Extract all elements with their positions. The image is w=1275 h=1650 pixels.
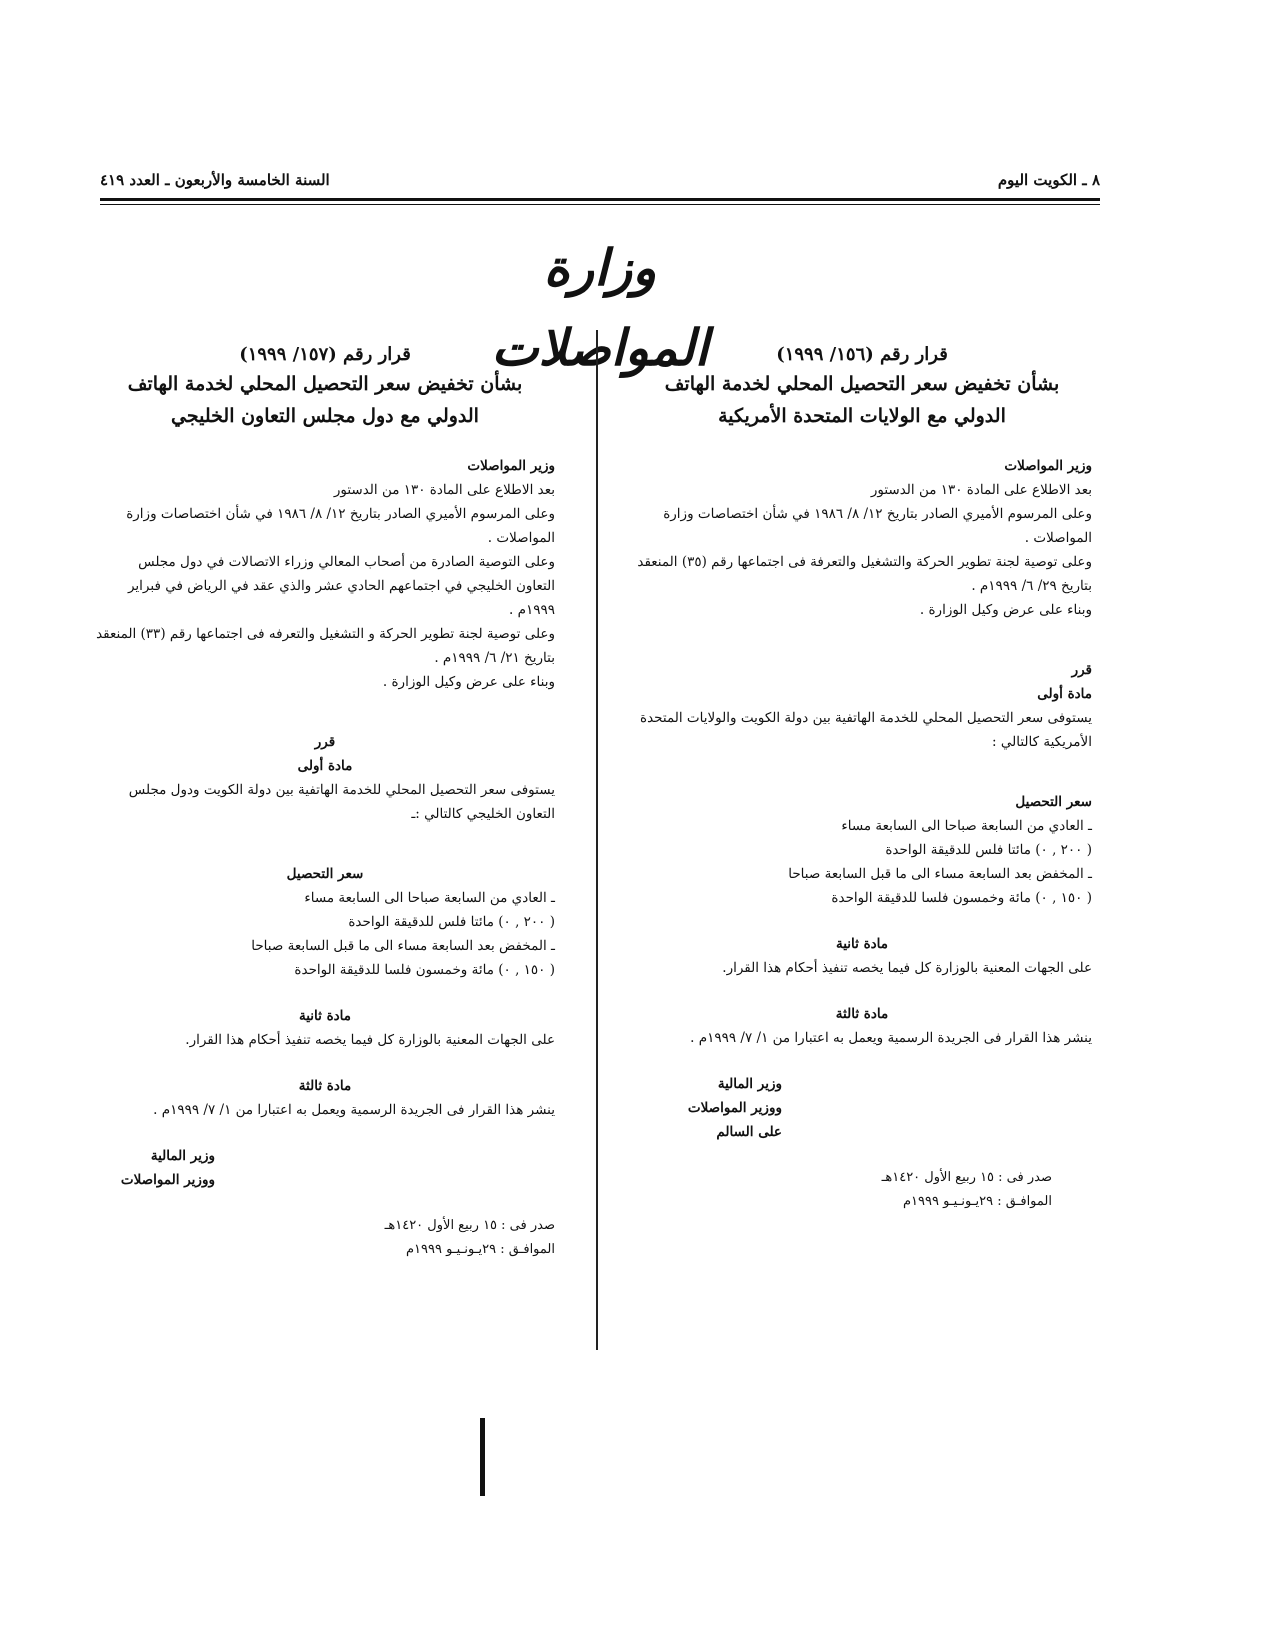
header-rule-thick	[100, 198, 1100, 201]
decided-label: قرر	[314, 734, 336, 750]
preamble-3: وعلى توصية لجنة تطوير الحركة والتشغيل والتعرفة فى اجتماعها رقم (٣٥) المنعقد بتاريخ ٢٩/ ٦/ ١٩٩٩م .	[637, 554, 1092, 594]
article-3-heading: مادة ثالثة	[835, 1006, 889, 1022]
column-divider	[596, 330, 598, 1350]
page-label: ٨ ـ الكويت اليوم	[997, 171, 1100, 189]
decision-subject-line-2: الدولي مع الولايات المتحدة الأمريكية	[718, 405, 1006, 427]
signatory-name: على السالم	[716, 1124, 782, 1140]
decision-subject-line-2: الدولي مع دول مجلس التعاون الخليجي	[171, 405, 479, 427]
rate-normal-value: ( ٢٠٠ , ٠) مائتا فلس للدقيقة الواحدة	[885, 842, 1092, 858]
article-3-heading: مادة ثالثة	[298, 1078, 352, 1094]
decision-subject-line-1: بشأن تخفيض سعر التحصيل المحلي لخدمة الهاتف	[127, 373, 523, 395]
rate-reduced-value: ( ١٥٠ , ٠) مائة وخمسون فلسا للدقيقة الواحدة	[294, 962, 555, 978]
preamble-4: وعلى توصية لجنة تطوير الحركة و التشغيل والتعرفه فى اجتماعها رقم (٣٣) المنعقد بتاريخ ٢١/ ٦/ ١٩٩٩م .	[96, 626, 555, 666]
decision-157	[95, 342, 555, 1262]
article-2-heading: مادة ثانية	[298, 1008, 352, 1024]
issuer: وزير المواصلات	[1004, 458, 1092, 474]
rate-normal: ـ العادي من السابعة صباحا الى السابعة مساء	[841, 818, 1092, 834]
page-header	[100, 171, 1100, 195]
decision-title: قرار رقم (١٥٦/ ١٩٩٩)	[776, 344, 948, 365]
decision-156	[632, 342, 1092, 1214]
ministry-title: وزارة المواصلات	[491, 238, 709, 377]
rate-normal: ـ العادي من السابعة صباحا الى السابعة مساء	[304, 890, 555, 906]
article-3-text: ينشر هذا القرار فى الجريدة الرسمية ويعمل به اعتبارا من ١/ ٧/ ١٩٩٩م .	[153, 1102, 555, 1118]
decision-title: قرار رقم (١٥٧/ ١٩٩٩)	[239, 344, 411, 365]
article-2-heading: مادة ثانية	[835, 936, 889, 952]
article-2-text: على الجهات المعنية بالوزارة كل فيما يخصه تنفيذ أحكام هذا القرار.	[185, 1032, 555, 1048]
rate-heading: سعر التحصيل	[286, 866, 364, 882]
issued-date-hijri: صدر فى : ١٥ ربيع الأول ١٤٢٠هـ	[881, 1170, 1052, 1185]
issued-date-hijri: صدر فى : ١٥ ربيع الأول ١٤٢٠هـ	[384, 1218, 555, 1233]
issuer: وزير المواصلات	[467, 458, 555, 474]
article-1-heading: مادة أولى	[1037, 686, 1092, 702]
rate-reduced: ـ المخفض بعد السابعة مساء الى ما قبل السابعة صباحا	[788, 866, 1092, 882]
article-3-text: ينشر هذا القرار فى الجريدة الرسمية ويعمل به اعتبارا من ١/ ٧/ ١٩٩٩م .	[690, 1030, 1092, 1046]
rate-heading: سعر التحصيل	[1015, 794, 1092, 810]
preamble-3: وعلى التوصية الصادرة من أصحاب المعالي وزراء الاتصالات في دول مجلس التعاون الخليجي في اجتماعهم الحادي عشر والذي عقد في الرياض في فبراير ١٩٩٩م .	[127, 554, 555, 618]
preamble-4: وبناء على عرض وكيل الوزارة .	[919, 602, 1092, 618]
signatory-title-1: وزير المالية	[150, 1148, 215, 1164]
header-rule-thin	[100, 204, 1100, 205]
issued-date-gregorian: الموافـق : ٢٩يـونـيـو ١٩٩٩م	[902, 1194, 1052, 1209]
article-1-text: يستوفى سعر التحصيل المحلي للخدمة الهاتفية بين دولة الكويت ودول مجلس التعاون الخليجي كالتالي :ـ	[128, 782, 555, 822]
preamble-5: وبناء على عرض وكيل الوزارة .	[382, 674, 555, 690]
rate-reduced-value: ( ١٥٠ , ٠) مائة وخمسون فلسا للدقيقة الواحدة	[831, 890, 1092, 906]
signatory-title-1: وزير المالية	[717, 1076, 782, 1092]
signatory-title-2: ووزير المواصلات	[120, 1172, 215, 1188]
preamble-2: وعلى المرسوم الأميري الصادر بتاريخ ١٢/ ٨/ ١٩٨٦ في شأن اختصاصات وزارة المواصلات .	[126, 506, 555, 546]
issued-date-gregorian: الموافـق : ٢٩يـونـيـو ١٩٩٩م	[405, 1242, 555, 1257]
article-1-text: يستوفى سعر التحصيل المحلي للخدمة الهاتفية بين دولة الكويت والولايات المتحدة الأمريكية كالتالي :	[640, 710, 1092, 750]
issue-label: السنة الخامسة والأربعون ـ العدد ٤١٩	[100, 171, 330, 189]
decided-label: قرر	[1071, 662, 1092, 678]
preamble-1: بعد الاطلاع على المادة ١٣٠ من الدستور	[333, 482, 555, 498]
rate-reduced: ـ المخفض بعد السابعة مساء الى ما قبل السابعة صباحا	[251, 938, 555, 954]
signatory-title-2: ووزير المواصلات	[687, 1100, 782, 1116]
article-1-heading: مادة أولى	[297, 758, 353, 774]
page-mark	[480, 1418, 485, 1496]
article-2-text: على الجهات المعنية بالوزارة كل فيما يخصه تنفيذ أحكام هذا القرار.	[722, 960, 1092, 976]
decision-subject-line-1: بشأن تخفيض سعر التحصيل المحلي لخدمة الهاتف	[664, 373, 1060, 395]
preamble-1: بعد الاطلاع على المادة ١٣٠ من الدستور	[870, 482, 1092, 498]
rate-normal-value: ( ٢٠٠ , ٠) مائتا فلس للدقيقة الواحدة	[348, 914, 555, 930]
preamble-2: وعلى المرسوم الأميري الصادر بتاريخ ١٢/ ٨/ ١٩٨٦ في شأن اختصاصات وزارة المواصلات .	[663, 506, 1092, 546]
